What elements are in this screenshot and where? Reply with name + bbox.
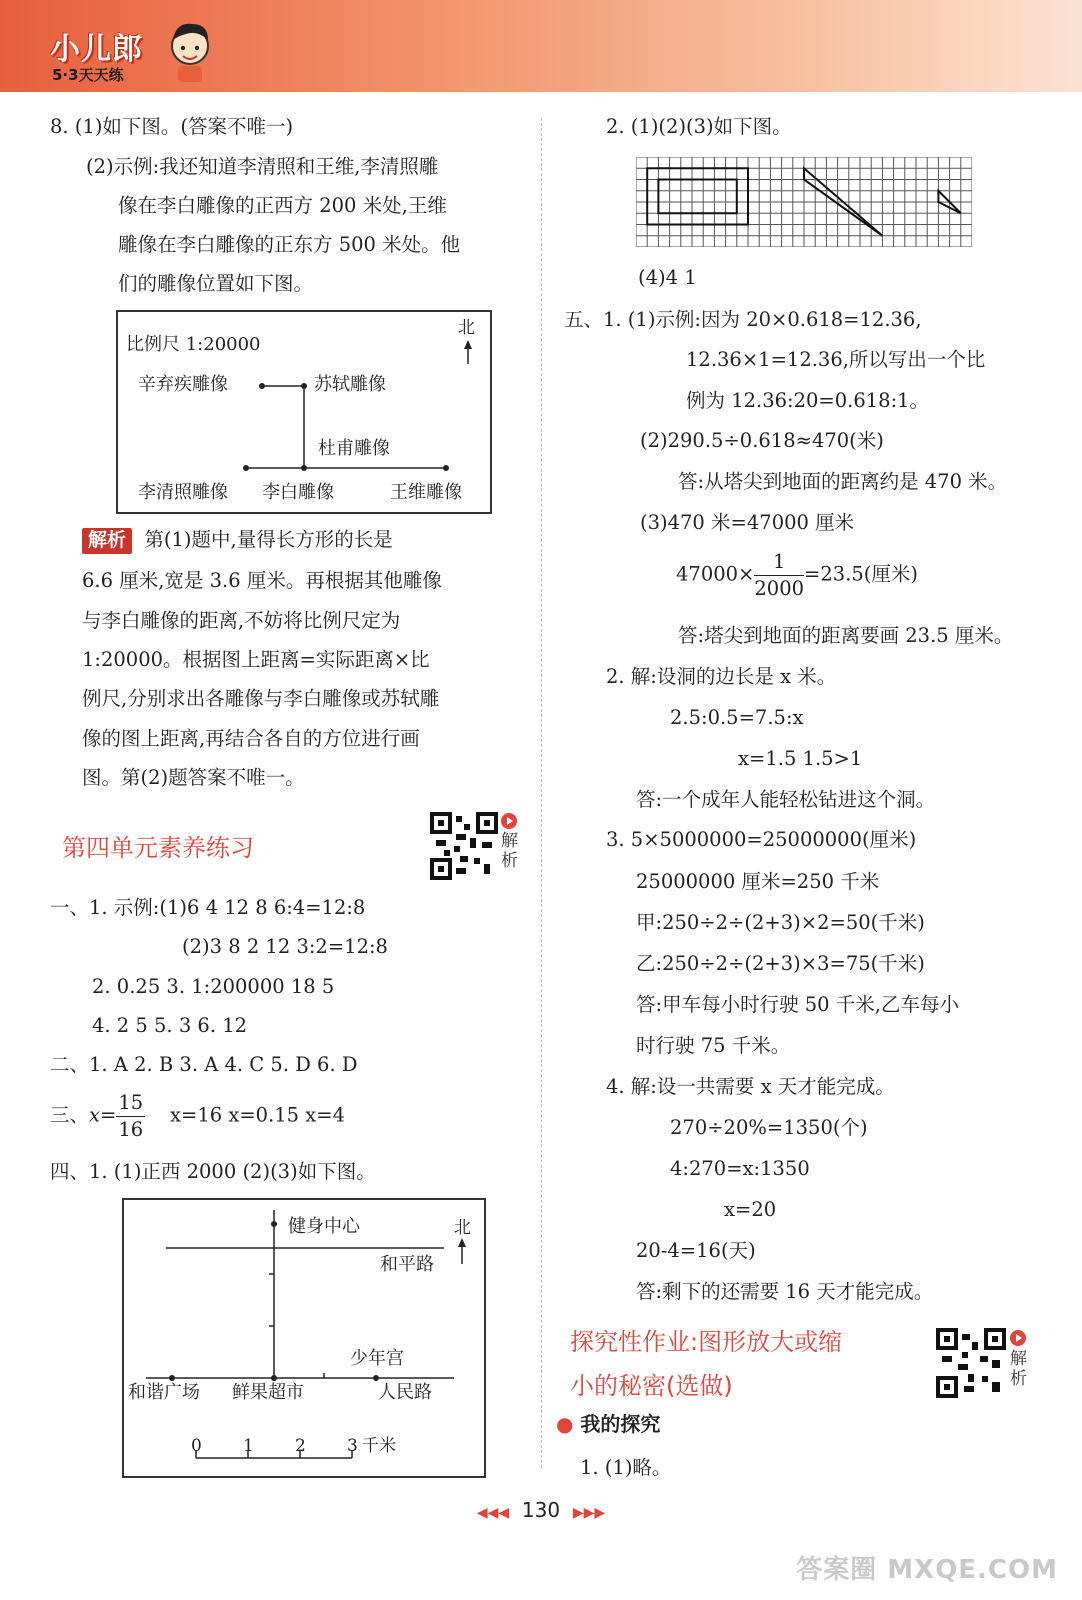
play-icon-2 (1010, 1330, 1026, 1346)
s1-line1: 一、1. 示例:(1)6 4 12 8 6:4=12:8 (50, 896, 366, 919)
r5-q4-line3: 4:270=x:1350 (670, 1157, 810, 1180)
scale-tick-0: 0 (191, 1436, 202, 1456)
inquiry-title-line2: 小的秘密(选做) (570, 1372, 733, 1400)
r5-q3-line5: 答:甲车每小时行驶 50 千米,乙车每小 (636, 993, 959, 1016)
r5-q2-line4: 答:一个成年人能轻松钻进这个洞。 (636, 788, 936, 811)
mascot-icon (168, 18, 212, 84)
s1-line4: 4. 2 5 5. 3 6. 12 (92, 1014, 248, 1037)
bullet-icon: ● (556, 1412, 574, 1436)
analysis-tag: 解析 (82, 528, 132, 554)
analysis-line3: 与李白雕像的距离,不妨将比例尺定为 (82, 609, 401, 632)
qr-label: 解析 (501, 831, 518, 871)
r5-q1-fraction-line: 47000× $\frac{1}{2000}$ =23.5(厘米) (676, 550, 918, 600)
heping-road-label: 和平路 (380, 1254, 434, 1275)
play-icon (501, 813, 517, 829)
s3-line: 三、x= $\frac{15}{16}$ x=16 x=0.15 x=4 (50, 1091, 346, 1141)
analysis-line4: 1:20000。根据图上距离=实际距离×比 (82, 648, 430, 671)
column-divider (541, 118, 542, 1468)
r5-q4-line2: 270÷20%=1350(个) (670, 1116, 868, 1139)
analysis-line6: 像的图上距离,再结合各自的方位进行画 (82, 727, 420, 750)
fitness-label: 健身中心 (288, 1216, 360, 1237)
q8-line1: 8. (1)如下图。(答案不唯一) (50, 115, 294, 138)
north-arrow-icon (458, 1238, 466, 1247)
north-arrow-icon (464, 340, 472, 349)
r5-q1-line4: (2)290.5÷0.618≈470(米) (640, 429, 884, 452)
scale-tick-2: 2 (295, 1436, 306, 1456)
youth-palace-label: 少年宫 (350, 1348, 404, 1369)
north-label: 北 (458, 318, 475, 338)
r5-q2-line1: 2. 解:设洞的边长是 x 米。 (606, 665, 837, 688)
inquiry-title-line1: 探究性作业:图形放大或缩 (570, 1328, 843, 1356)
city-map (122, 1198, 486, 1478)
brand-logo (22, 18, 212, 88)
q8-line2: (2)示例:我还知道李清照和王维,李清照雕 (86, 155, 439, 178)
inquiry-answer: 1. (1)略。 (580, 1456, 672, 1479)
r5-q3-line2: 25000000 厘米=250 千米 (636, 870, 880, 893)
r5-q4-line1: 4. 解:设一共需要 x 天才能完成。 (606, 1075, 895, 1098)
wangwei-label: 王维雕像 (390, 482, 462, 503)
map-scale-label: 比例尺 1:20000 (126, 334, 261, 355)
watermark: 答案圈 MXQE.COM (796, 1555, 1058, 1585)
grid-figure (636, 157, 972, 247)
r-q2-line2: (4)4 1 (638, 266, 697, 289)
qr-code-icon-2[interactable] (936, 1328, 1006, 1398)
analysis-line5: 例尺,分别求出各雕像与李白雕像或苏轼雕 (82, 687, 440, 710)
fruit-market-label: 鲜果超市 (232, 1382, 304, 1403)
q8-line3: 像在李白雕像的正西方 200 米处,王维 (118, 194, 447, 217)
city-map-lines (124, 1200, 484, 1476)
prev-arrows-icon: ◀◀◀ (476, 1505, 510, 1521)
hexie-square-label: 和谐广场 (128, 1382, 200, 1403)
r5-q1-line5: 答:从塔尖到地面的距离约是 470 米。 (678, 470, 1008, 493)
analysis-line2: 6.6 厘米,宽是 3.6 厘米。再根据其他雕像 (82, 569, 442, 592)
r5-q3-line6: 时行驶 75 千米。 (636, 1034, 791, 1057)
r5-q1-line2: 12.36×1=12.36,所以写出一个比 (686, 348, 986, 371)
brand-name: 小儿郎 (50, 32, 143, 67)
scale-tick-1: 1 (243, 1436, 254, 1456)
r5-q4-line5: 20-4=16(天) (636, 1239, 756, 1262)
page-footer (0, 1498, 1082, 1522)
unit-title: 第四单元素养练习 (62, 834, 254, 862)
my-inquiry-heading: ● 我的探究 (556, 1412, 661, 1436)
s4-line: 四、1. (1)正西 2000 (2)(3)如下图。 (50, 1160, 376, 1183)
s1-line2: (2)3 8 2 12 3:2=12:8 (182, 935, 388, 958)
r5-q3-line1: 3. 5×5000000=25000000(厘米) (606, 828, 917, 851)
s2-line: 二、1. A 2. B 3. A 4. C 5. D 6. D (50, 1053, 358, 1076)
libai-label: 李白雕像 (262, 482, 334, 503)
page-number: 130 (521, 1498, 561, 1522)
r5-q1-line6: (3)470 米=47000 厘米 (640, 511, 855, 534)
r5-q4-line6: 答:剩下的还需要 16 天才能完成。 (636, 1280, 934, 1303)
scale-tick-3: 3 (347, 1436, 358, 1456)
qr-label-2: 解析 (1010, 1349, 1027, 1389)
qr-code-icon[interactable] (430, 812, 498, 880)
r5-q1-line1: 五、1. (1)示例:因为 20×0.618=12.36, (564, 308, 922, 331)
brand-subtitle: 5·3天天练 (52, 66, 124, 84)
liqingzhao-label: 李清照雕像 (138, 482, 228, 503)
north-label-2: 北 (454, 1218, 471, 1238)
r5-q4-line4: x=20 (724, 1198, 777, 1221)
q8-line4: 雕像在李白雕像的正东方 500 米处。他 (118, 233, 461, 256)
renmin-road-label: 人民路 (378, 1382, 432, 1403)
dufu-label: 杜甫雕像 (318, 438, 390, 459)
r5-q2-line2: 2.5:0.5=7.5:x (670, 706, 804, 729)
r5-q3-line4: 乙:250÷2÷(2+3)×3=75(千米) (636, 952, 925, 975)
sushi-label: 苏轼雕像 (314, 374, 386, 395)
r5-q1-line8: 答:塔尖到地面的距离要画 23.5 厘米。 (678, 624, 1014, 647)
r-q2-line1: 2. (1)(2)(3)如下图。 (606, 115, 792, 138)
r5-q3-line3: 甲:250÷2÷(2+3)×2=50(千米) (636, 911, 925, 934)
xinqiji-label: 辛弃疾雕像 (138, 374, 228, 395)
analysis-line7: 图。第(2)题答案不唯一。 (82, 766, 305, 789)
q8-line5: 们的雕像位置如下图。 (118, 272, 314, 295)
scale-unit: 千米 (362, 1436, 396, 1456)
next-arrows-icon: ▶▶▶ (572, 1505, 606, 1521)
r5-q2-line3: x=1.5 1.5>1 (738, 747, 863, 770)
r5-q1-line3: 例为 12.36:20=0.618:1。 (686, 389, 930, 412)
analysis-line1: 解析 第(1)题中,量得长方形的长是 (82, 528, 393, 554)
s1-line3: 2. 0.25 3. 1:200000 18 5 (92, 975, 335, 998)
statue-map (116, 310, 492, 514)
